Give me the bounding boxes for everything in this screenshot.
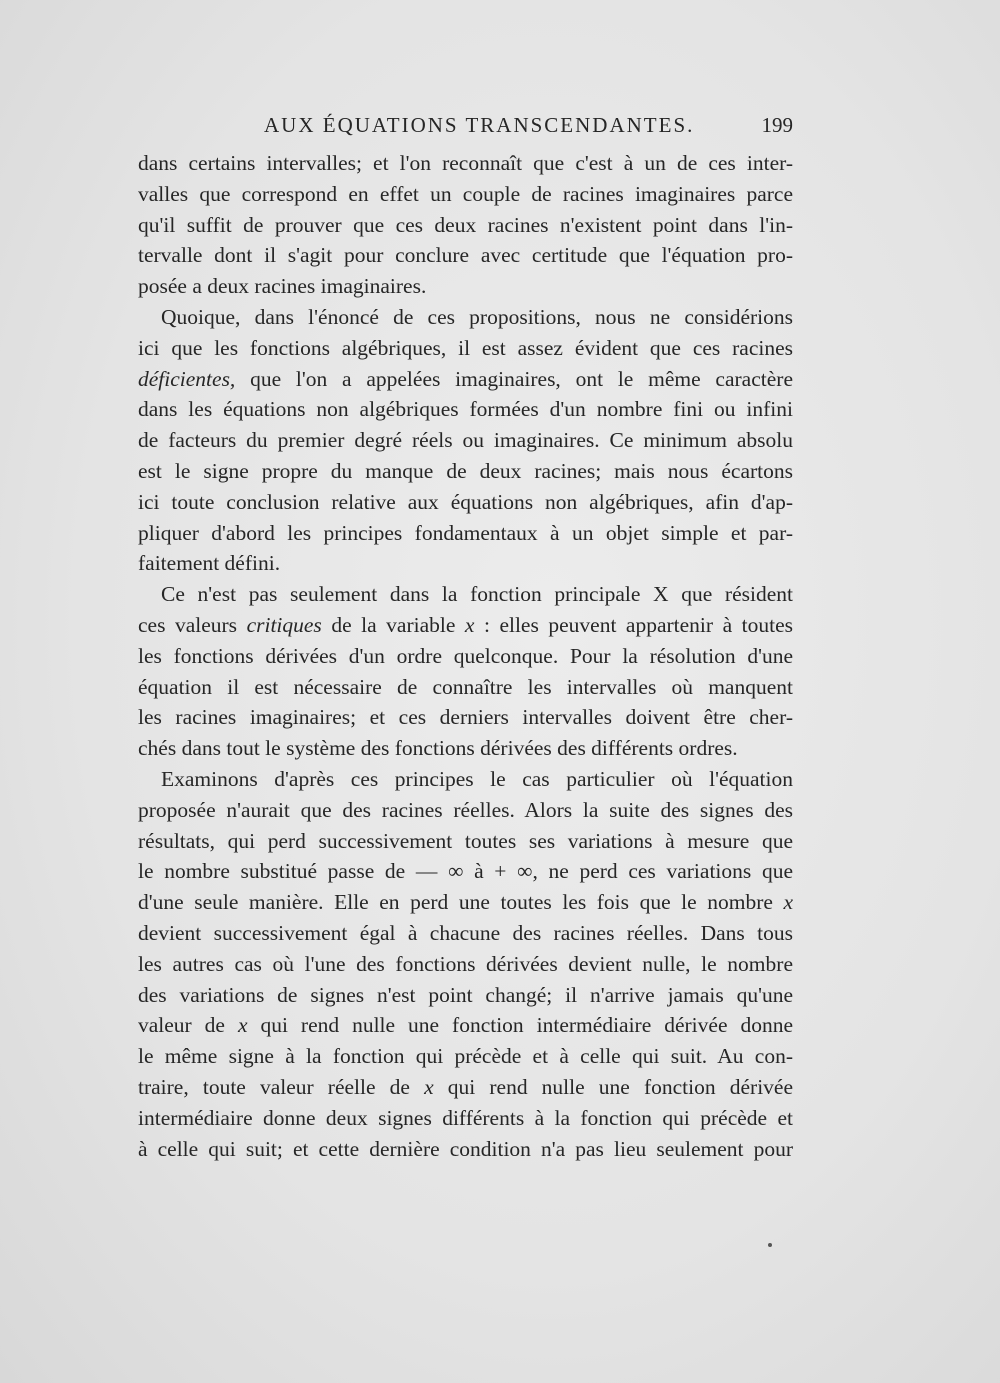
text-line: [138, 887, 793, 918]
text-line: chés dans tout le système des fonctions dérivées des différents ordres.: [138, 736, 738, 761]
text-line: le nombre substitué passe de — ∞ à + ∞, ne perd ces variations que: [138, 859, 793, 884]
paragraph-4: [138, 764, 793, 1164]
text-run: de la variable: [321, 612, 465, 637]
text-line: dans les équations non algébriques formées d'un nombre fini ou infini: [138, 397, 793, 422]
text-line: Ce n'est pas seulement dans la fonction principale X que résident: [161, 582, 793, 607]
text-run: que l'on a appelées imaginaires, ont le même caractère: [235, 366, 793, 391]
text-line: à celle qui suit; et cette dernière condition n'a pas lieu seulement pour: [138, 1136, 793, 1161]
text-line: ici que les fonctions algébriques, il est assez évident que ces racines: [138, 335, 793, 360]
text-line: les fonctions dérivées d'un ordre quelconque. Pour la résolution d'une: [138, 643, 793, 668]
math-variable: x: [237, 1013, 248, 1038]
text-line: devient successivement égal à chacune des racines réelles. Dans tous: [138, 920, 793, 945]
text-line: pliquer d'abord les principes fondamentaux à un objet simple et par-: [138, 520, 793, 545]
text-line: valles que correspond en effet un couple de racines imaginaires parce: [138, 181, 793, 206]
text-line: Examinons d'après ces principes le cas particulier où l'équation: [161, 766, 793, 791]
text-line: [138, 1010, 793, 1041]
running-title: AUX ÉQUATIONS TRANSCENDANTES.: [264, 113, 695, 137]
text-line: [138, 1072, 793, 1103]
text-line: le même signe à la fonction qui précède et à celle qui suit. Au con-: [138, 1044, 793, 1069]
ink-speck: [768, 1243, 772, 1247]
text-line: intermédiaire donne deux signes différents à la fonction qui précède et: [138, 1105, 793, 1130]
running-header: [138, 113, 793, 143]
text-line: dans certains intervalles; et l'on reconnaît que c'est à un de ces inter-: [138, 151, 793, 175]
math-variable: x: [464, 612, 475, 637]
paragraph-2: [138, 302, 793, 579]
text-line: qu'il suffit de prouver que ces deux racines n'existent point dans l'in-: [138, 212, 793, 237]
text-line: [138, 364, 793, 395]
text-line: posée a deux racines imaginaires.: [138, 274, 427, 299]
text-line: ici toute conclusion relative aux équations non algébriques, afin d'ap-: [138, 489, 793, 514]
math-variable: x: [424, 1074, 434, 1099]
text-run: valeur de: [138, 1013, 238, 1038]
text-line: Quoique, dans l'énoncé de ces propositions, nous ne considérions: [161, 304, 793, 329]
text-run: qui rend nulle une fonction dérivée: [433, 1074, 793, 1099]
text-line: les racines imaginaires; et ces derniers intervalles doivent être cher-: [138, 705, 793, 730]
math-variable: x: [783, 890, 793, 915]
text-run: ces valeurs: [138, 612, 247, 637]
text-line: équation il est nécessaire de connaître les intervalles où manquent: [138, 674, 793, 699]
text-run: : elles peuvent appartenir à toutes: [474, 612, 793, 637]
text-line: de facteurs du premier degré réels ou imaginaires. Ce minimum absolu: [138, 428, 793, 453]
text-line: les autres cas où l'une des fonctions dérivées devient nulle, le nombre: [138, 951, 793, 976]
paragraph-1: [138, 148, 793, 302]
text-line: des variations de signes n'est point changé; il n'arrive jamais qu'une: [138, 982, 793, 1007]
paragraph-3: [138, 579, 793, 764]
text-run: traire, toute valeur réelle de: [138, 1074, 425, 1099]
text-line: tervalle dont il s'agit pour conclure avec certitude que l'équation pro-: [138, 243, 793, 268]
italic-term: critiques: [246, 612, 322, 637]
text-line: faitement défini.: [138, 551, 281, 576]
page-number: 199: [761, 113, 793, 137]
text-line: résultats, qui perd successivement toutes ses variations à mesure que: [138, 828, 793, 853]
body-text: [138, 148, 793, 1164]
text-line: est le signe propre du manque de deux racines; mais nous écartons: [138, 458, 793, 483]
text-line: proposée n'aurait que des racines réelles. Alors la suite des signes des: [138, 797, 793, 822]
text-run: d'une seule manière. Elle en perd une toutes les fois que le nombre: [138, 890, 784, 915]
italic-term: déficientes,: [138, 366, 236, 391]
text-run: qui rend nulle une fonction intermédiaire dérivée donne: [247, 1013, 793, 1038]
text-line: [138, 610, 793, 641]
